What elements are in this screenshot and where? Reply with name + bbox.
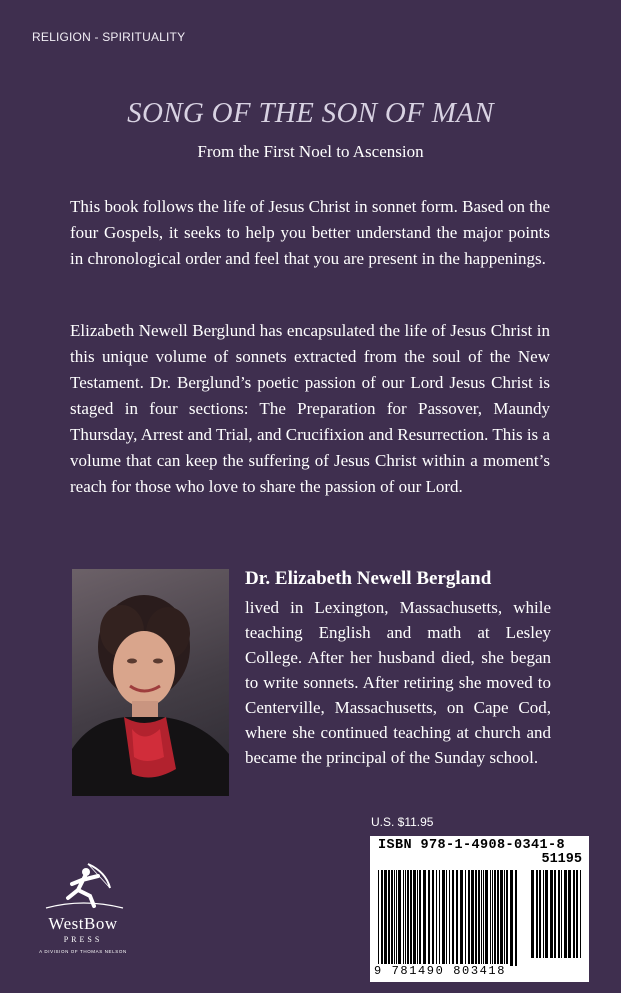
barcode-bar [394,870,395,966]
barcode-bar [494,870,496,966]
barcode-bar [490,870,491,966]
barcode-bar [506,870,508,966]
barcode-bar [417,870,418,966]
barcode-bar [398,870,401,966]
barcode-bar [554,870,556,958]
barcode-bar [545,870,548,958]
barcode-bar [388,870,390,966]
barcode-bar [492,870,493,966]
barcode-bar [378,870,379,966]
barcode-bar [396,870,397,966]
price-label: U.S. $11.95 [371,815,434,829]
barcode-bar [405,870,406,966]
description-paragraph-2: Elizabeth Newell Berglund has encapsulated the life of Jesus Christ in this unique volume of sonnets extracted from the soul of the New Testament. Dr. Berglund’s poetic passion of our Lord Jesus Christ is staged in four sections: The Preparation for Passover, Maundy Thursday, Arrest and Trial, and Crucifixion and Resurrection. This is a volume that can keep the suffering of Jesus Christ within a moment’s reach for those who love to share the passion of our Lord. [70,321,550,496]
barcode-bar [465,870,466,966]
book-subtitle: From the First Noel to Ascension [197,142,424,161]
publisher-press: PRESS [63,935,103,944]
price-code: 51195 [541,852,582,867]
barcode-bar [573,870,575,958]
ean-barcode-bars [378,870,520,966]
barcode-bar [452,870,454,966]
barcode-bar [439,870,440,966]
barcode-bar [485,870,488,966]
barcode-bar [564,870,567,958]
barcode-bar [432,870,434,966]
barcode-bar [515,870,517,966]
barcode-bar [460,870,463,966]
barcode-bar [539,870,541,958]
description-paragraph-1: This book follows the life of Jesus Christ in sonnet form. Based on the four Gospels, it seeks to help you better understand the major points in chronological order and feel that you are present in the happenings. [70,197,550,268]
barcode-bar [471,870,474,966]
author-bio: lived in Lexington, Massachusetts, while teaching English and math at Lesley College. After her husband died, she began to write sonnets. After retiring she moved to Centerville, Massachusetts, on Cape Cod, where she continued teaching at church and became the principal of the Sunday school. [245,598,551,767]
barcode-bar [449,870,450,966]
barcode-bar [568,870,571,958]
barcode-bar [561,870,562,958]
barcode-bar [536,870,538,958]
addon-barcode-bars [531,870,583,958]
barcode-bar [550,870,553,958]
barcode-bar [481,870,482,966]
barcode-bar [497,870,499,966]
barcode-bar [423,870,426,966]
barcode-bar [381,870,383,966]
barcode-bar [468,870,470,966]
barcode-bar [531,870,534,958]
barcode-bar [428,870,430,966]
barcode-bar [576,870,578,958]
barcode-bar [478,870,480,966]
barcode-bar [413,870,416,966]
isbn-text: ISBN 978-1-4908-0341-8 [378,838,566,853]
barcode-bar [384,870,387,966]
category-label: RELIGION - SPIRITUALITY [32,30,186,44]
westbow-runner-logo-icon [28,858,138,916]
barcode-bar [543,870,544,958]
barcode-bar [410,870,412,966]
barcode-bar [442,870,445,966]
barcode-bar [436,870,437,966]
barcode-bar [419,870,421,966]
barcode-bar [391,870,393,966]
barcode-bar [558,870,560,958]
publisher-name: WestBow [48,914,118,933]
isbn-barcode [370,836,589,982]
barcode-bar [456,870,458,966]
barcode-bar [500,870,503,966]
barcode-bar [504,870,505,966]
author-name: Dr. Elizabeth Newell Bergland [245,568,492,589]
publisher-logo [28,858,138,968]
barcode-bar [580,870,581,958]
publisher-tagline: A DIVISION OF THOMAS NELSON [39,949,127,954]
ean-digits: 9 781490 803418 [374,964,507,978]
barcode-bar [446,870,447,966]
book-title: SONG OF THE SON OF MAN [127,97,494,129]
author-photo [72,569,229,796]
barcode-bar [483,870,484,966]
barcode-bar [475,870,477,966]
barcode-bar [510,870,513,966]
barcode-bar [407,870,409,966]
barcode-bar [403,870,404,966]
